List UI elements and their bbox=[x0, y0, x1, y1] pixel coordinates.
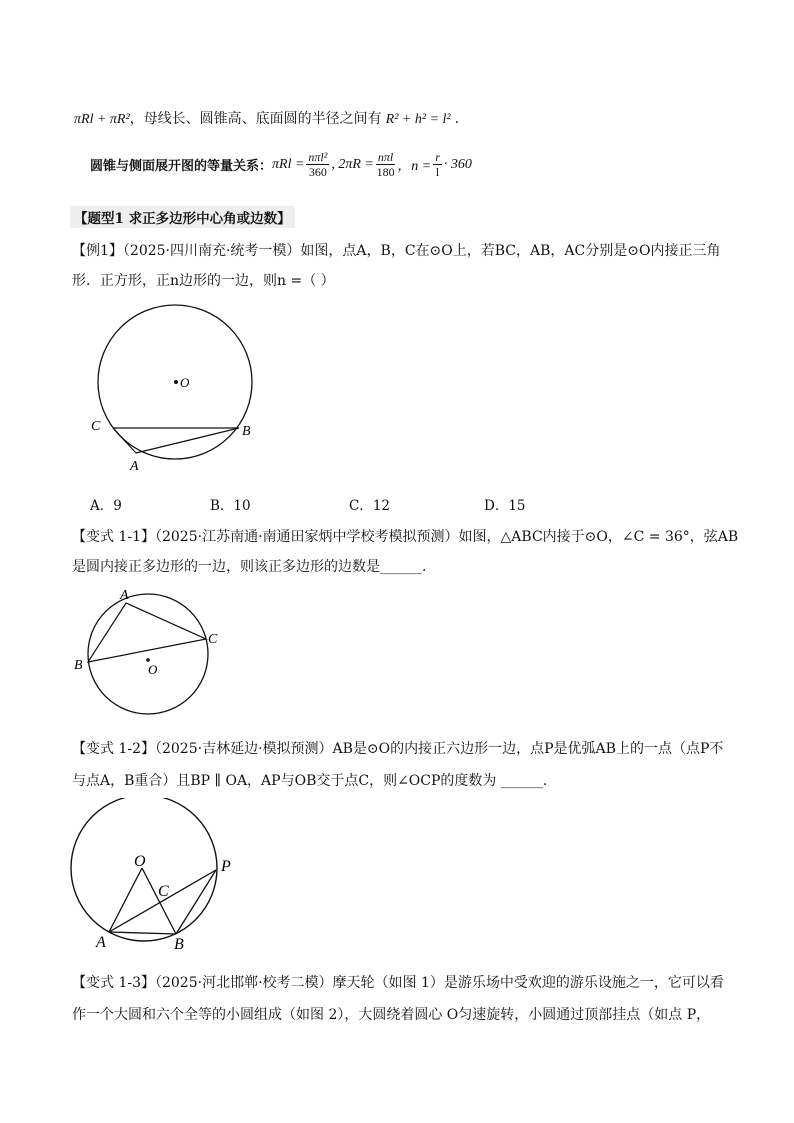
example1-label-b: B bbox=[242, 424, 251, 439]
variant11-circle bbox=[88, 594, 208, 714]
variant13-line-b: 作一个大圆和六个全等的小圆组成（如图 2），大圆绕着圆心 O匀速旋转，小圆通过顶部挂点（如点 P， bbox=[72, 1007, 711, 1023]
fraction-2-num: nπl bbox=[377, 150, 394, 164]
variant12-line-a: 【变式 1-2】（2025·吉林延边·模拟预测）AB是⊙O的内接正六边形一边，点P是优弧AB上的一点（点P不 bbox=[72, 741, 724, 757]
variant11-line-a: 【变式 1-1】（2025·江苏南通·南通田家炳中学校考模拟预测）如图，△ABC内接于⊙O，∠C = 36°，弦AB bbox=[72, 529, 739, 545]
variant12-segment-bp bbox=[176, 870, 216, 934]
example1-label-o: O bbox=[180, 375, 190, 390]
variant12-line-b: 与点A，B重合）且BP ∥ OA，AP与OB交于点C，则∠OCP的度数为 ______． bbox=[72, 773, 557, 789]
variant11-label-o: O bbox=[148, 662, 158, 677]
formula-end: . bbox=[454, 111, 460, 127]
fraction-3 bbox=[433, 150, 442, 179]
fraction-3-num: r bbox=[435, 150, 440, 164]
example1-label-c: C bbox=[91, 419, 101, 434]
example1-center-dot bbox=[174, 380, 178, 384]
formula-2-left: , 2πR = bbox=[331, 156, 374, 172]
fraction-2-den: 180 bbox=[376, 165, 395, 179]
variant12-label-b: B bbox=[174, 936, 184, 953]
option-a[interactable]: A．9 bbox=[90, 498, 122, 514]
formula-lateral-area: πRl + πR² bbox=[74, 112, 130, 127]
option-b[interactable]: B．10 bbox=[210, 498, 251, 514]
section-title: 【题型1 求正多边形中心角或边数】 bbox=[70, 206, 295, 228]
formula-text: ，母线长、圆锥高、底面圆的半径之间有 bbox=[129, 111, 382, 127]
example1-segment-ca bbox=[113, 428, 136, 453]
variant11-label-a: A bbox=[120, 588, 129, 603]
variant12-segment-ob bbox=[142, 868, 176, 934]
variant13-line-a: 【变式 1-3】（2025·河北邯郸·校考二模）摩天轮（如图 1）是游乐场中受欢迎的游乐设施之一，它可以看 bbox=[72, 975, 724, 991]
variant12-label-o: O bbox=[134, 853, 146, 870]
example1-line-a: 【例1】（2025·四川南充·统考一模）如图，点A，B，C在⊙O上，若BC，AB，AC分别是⊙O内接正三角 bbox=[72, 243, 721, 259]
fraction-1-den: 360 bbox=[308, 165, 327, 179]
variant12-label-a: A bbox=[96, 934, 106, 951]
variant12-figure bbox=[66, 798, 256, 954]
variant12-segment-ab bbox=[109, 932, 176, 934]
fraction-1-num: nπl² bbox=[308, 150, 328, 164]
variant11-figure bbox=[72, 584, 232, 724]
example1-line-b: 形．正方形，正n边形的一边，则n =（ ） bbox=[72, 273, 335, 289]
formula-3-tail: · 360 bbox=[443, 156, 472, 172]
variant12-label-c: C bbox=[158, 883, 169, 900]
fraction-2 bbox=[376, 150, 395, 179]
option-c[interactable]: C．12 bbox=[349, 498, 391, 514]
formula-line-1 bbox=[74, 108, 459, 128]
variant11-label-b: B bbox=[74, 658, 83, 673]
formula-3-left: ，n = bbox=[397, 158, 432, 174]
formula-line-2 bbox=[90, 150, 472, 179]
example1-figure bbox=[86, 298, 266, 478]
fraction-3-den: l bbox=[435, 165, 440, 179]
option-d[interactable]: D．15 bbox=[484, 498, 526, 514]
variant11-label-c: C bbox=[208, 632, 218, 647]
variant11-line-b: 是圆内接正多边形的一边，则该正多边形的边数是______． bbox=[72, 559, 436, 575]
example1-label-a: A bbox=[130, 459, 139, 474]
formula-1-left: πRl = bbox=[272, 156, 305, 172]
relation-label: 圆锥与侧面展开图的等量关系： bbox=[90, 159, 273, 174]
formula-pythagoras: R² + h² = l² bbox=[385, 112, 451, 127]
variant12-label-p: P bbox=[221, 858, 231, 875]
fraction-1 bbox=[306, 150, 329, 179]
